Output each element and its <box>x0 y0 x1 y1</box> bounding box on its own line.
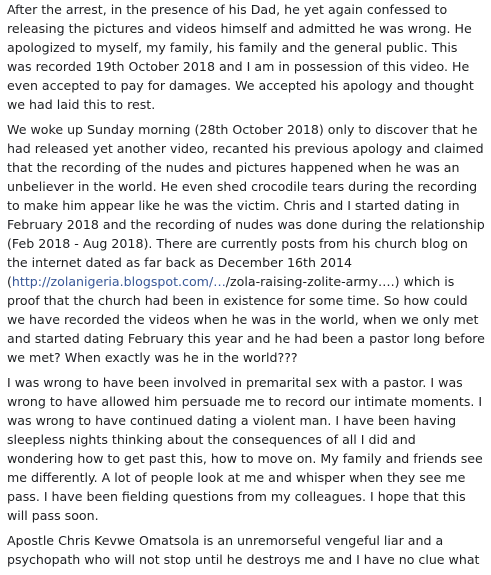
paragraph-text-before-link: We woke up Sunday morning (28th October 2018) only to discover that he had released yet another video, recanted his previous apology and claimed that the recording of the nudes and pictures happened when he was an unbeliever in the world. He even shed crocodile tears during the recording to make him appear like he was the victim. Chris and I started dating in February 2018 and the recording of nudes was done during the relationship (Feb 2018 - Aug 2018). There are currently posts from his church blog on the internet dated as far back as December 16th 2014 ( <box>7 122 485 289</box>
church-blog-link[interactable]: http://zolanigeria.blogspot.com/… <box>11 274 226 289</box>
post-body <box>7 0 485 575</box>
paragraph-video-recant <box>7 120 485 367</box>
paragraph-accusation: Apostle Chris Kevwe Omatsola is an unremorseful vengeful liar and a psychopath who will not stop until he destroys me and I have no clue what <box>7 533 480 567</box>
paragraph-text-after-link: /zola-raising-zolite-army….) which is proof that the church had been in existence for some time. So how could we have recorded the videos when he was in the world, when we only met and started dating February this year and he had been a pastor long before we met? When exactly was he in the world??? <box>7 274 485 365</box>
paragraph-regret: I was wrong to have been involved in premarital sex with a pastor. I was wrong to have allowed him persuade me to record our intimate moments. I was wrong to have continued dating a violent man. I have been having sleepless nights thinking about the consequences of all I did and wondering how to get past this, how to move on. My family and friends see me differently. A lot of people look at me and whisper when they see me pass. I have been fielding questions from my colleagues. I hope that this will pass soon. <box>7 375 483 523</box>
paragraph-arrest-confession: After the arrest, in the presence of his Dad, he yet again confessed to releasing the pictures and videos himself and admitted he was wrong. He apologized to myself, my family, his family and the general public. This was recorded 19th October 2018 and I am in possession of this video. He even accepted to pay for damages. We accepted his apology and thought we had laid this to rest. <box>7 2 474 112</box>
